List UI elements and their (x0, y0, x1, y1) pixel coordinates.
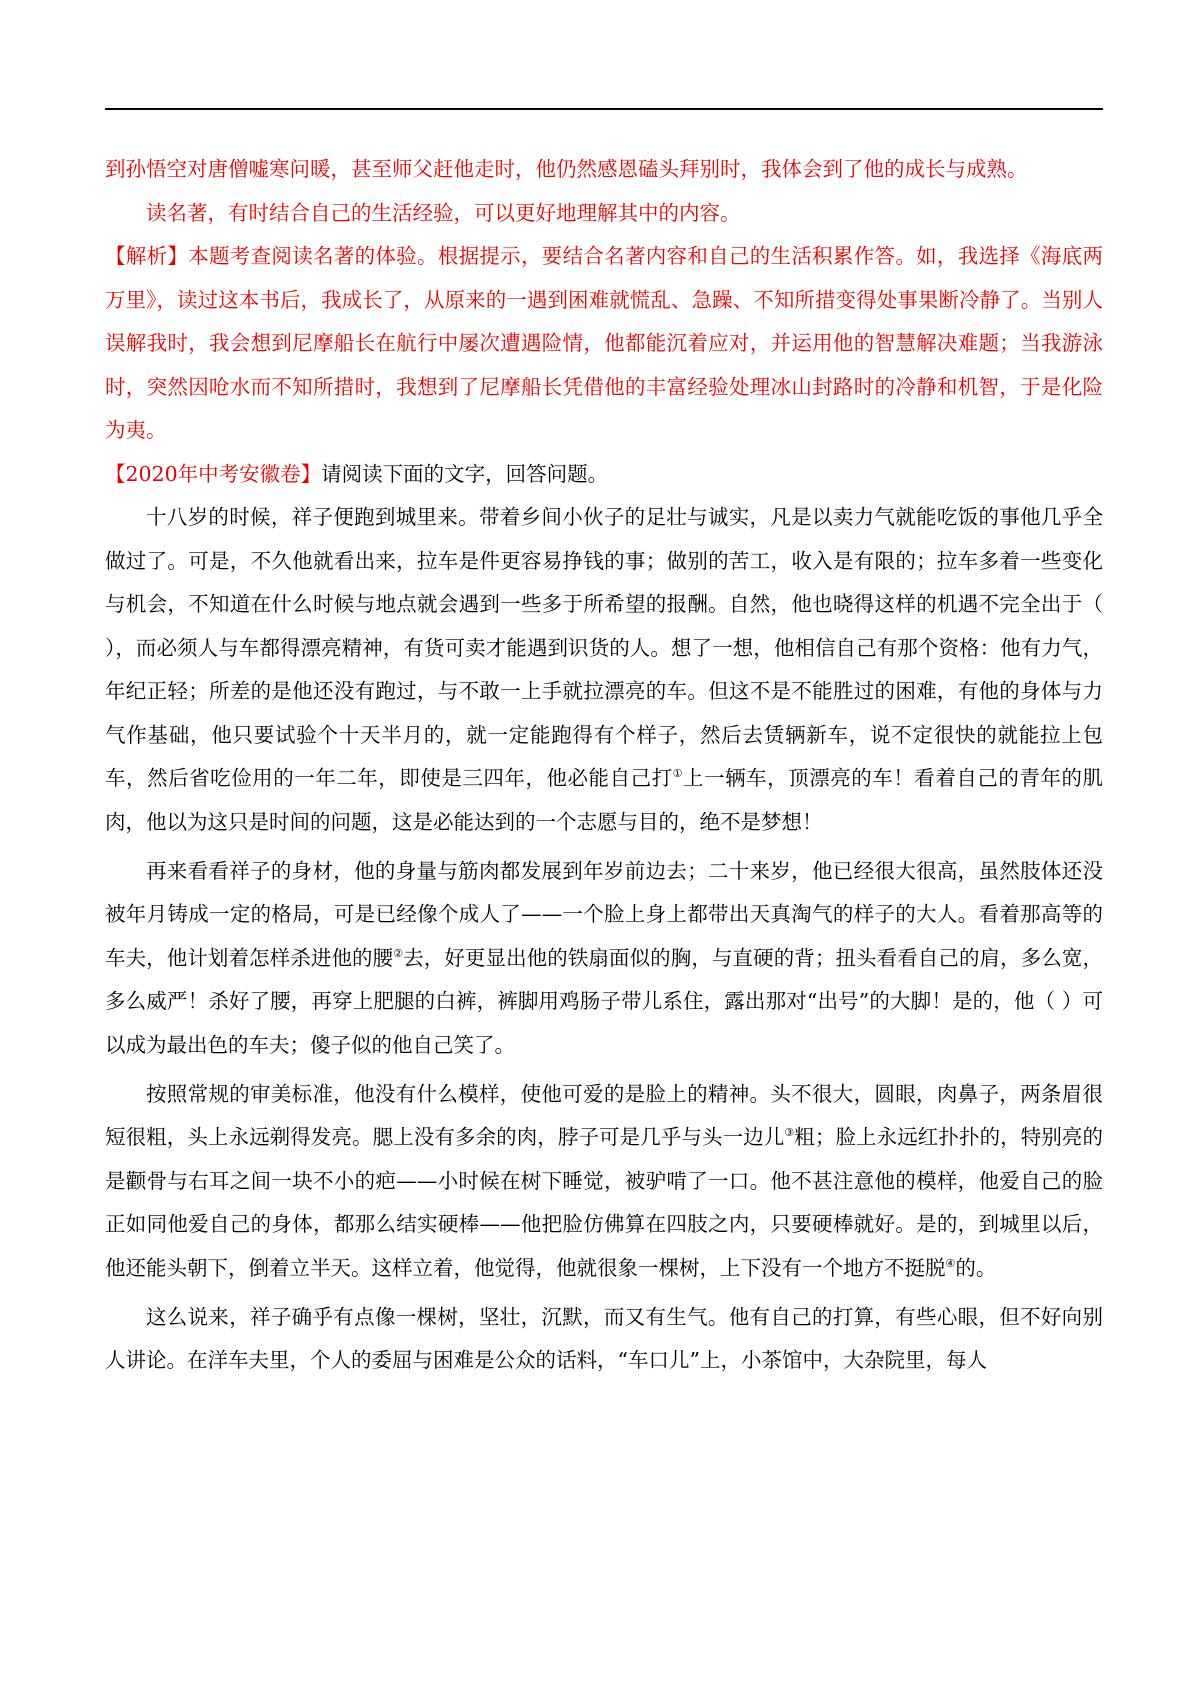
answer-line-2: 读名著，有时结合自己的生活经验，可以更好地理解其中的内容。 (146, 200, 741, 225)
analysis-text: 本题考查阅读名著的体验。根据提示，要结合名著内容和自己的生活积累作答。如，我选择《海底两万里》，读过这本书后，我成长了，从原来的一遇到困难就慌乱、急躁、不知所措变得处事果断冷静了。当别人误解我时，我会想到尼摩船长在航行中屡次遭遇险情，他都能沉着应对，并运用他的智慧解决难题；当我游泳时，突然因呛水而不知所措时，我想到了尼摩船长凭借他的丰富经验处理冰山封路时的冷静和机智，于是化险为夷。 (105, 244, 1104, 442)
passage-paragraph-4: 这么说来，祥子确乎有点像一棵树，坚壮，沉默，而又有生气。他有自己的打算，有些心眼，但不好向别人讲论。在洋车夫里，个人的委屈与困难是公众的话料，“车口儿”上，小茶馆中，大杂院里，每人 (105, 1304, 1103, 1372)
passage-text: 去，好更显出他的铁扇面似的胸，与直硬的背；扭头看看自己的肩，多么宽，多么威严！杀好了腰，再穿上肥腿的白裤，裤脚用鸡肠子带儿系住，露出那对“出号”的大脚！是的，他（ ）可以成为最出色的车夫；傻子似的他自己笑了。 (105, 945, 1103, 1057)
question-header (105, 453, 1103, 497)
footnote-marker-1: ① (672, 767, 684, 781)
passage-text: 上一辆车，顶漂亮的车！看着自己的青年的肌肉，他以为这只是时间的问题，这是必能达到的一个志愿与目的，绝不是梦想！ (105, 766, 1104, 834)
footnote-marker-3: ③ (784, 1126, 795, 1140)
passage-paragraph-2 (105, 850, 1103, 1068)
passage-paragraph-1 (105, 496, 1103, 844)
passage-text: 的。 (955, 1255, 997, 1280)
passage-text: 粗；脸上永远红扑扑的，特别亮的是颧骨与右耳之间一块不小的疤——小时候在树下睡觉，被驴啃了一口。他不甚注意他的模样，他爱自己的脸正如同他爱自己的身体，都那么结实硬棒——他把脸仿佛算在四肢之内，只要硬棒就好。是的，到城里以后，他还能头朝下，倒着立半天。这样立着，他觉得，他就很象一棵树，上下没有一个地方不挺脱 (105, 1125, 1103, 1280)
footnote-marker-2: ② (393, 946, 404, 960)
analysis-paragraph (105, 235, 1103, 453)
passage-text: 再来看看祥子的身材，他的身量与筋肉都发展到年岁前边去；二十来岁，他已经很大很高，虽然肢体还没被年月铸成一定的格局，可是已经像个成人了——一个脸上身上都带出天真淘气的样子的大人。看着那高等的车夫，他计划着怎样杀进他的腰 (105, 858, 1103, 970)
question-prompt: 请阅读下面的文字，回答问题。 (321, 461, 609, 486)
passage-text: 十八岁的时候，祥子便跑到城里来。带着乡间小伙子的足壮与诚实，凡是以卖力气就能吃饭的事他几乎全做过了。可是，不久他就看出来，拉车是件更容易挣钱的事；做别的苦工，收入是有限的；拉车多着一些变化与机会，不知道在什么时候与地点就会遇到一些多于所希望的报酬。自然，他也晓得这样的机遇不完全出于（ ），而必须人与车都得漂亮精神，有货可卖才能遇到识货的人。想了一想，他相信自己有那个资格：他有力气，年纪正轻；所差的是他还没有跑过，与不敢一上手就拉漂亮的车。但这不是不能胜过的困难，有他的身体与力气作基础，他只要试验个十天半月的，就一定能跑得有个样子，然后去赁辆新车，说不定很快的就能拉上包车，然后省吃俭用的一年二年，即使是三四年，他必能自己打 (105, 505, 1103, 790)
analysis-tag: 【解析】 (105, 244, 189, 268)
question-source-tag: 【2020年中考安徽卷】 (105, 461, 322, 486)
footnote-marker-4: ④ (945, 1256, 956, 1270)
passage-paragraph-3 (105, 1073, 1103, 1291)
answer-line-1: 到孙悟空对唐僧嘘寒问暖，甚至师父赶他走时，他仍然感恩磕头拜别时，我体会到了他的成长与成熟。 (105, 157, 1028, 181)
document-body (105, 148, 1103, 1383)
header-rule (105, 108, 1103, 110)
passage-text: 按照常规的审美标准，他没有什么模样，使他可爱的是脸上的精神。头不很大，圆眼，肉鼻子，两条眉很短很粗，头上永远剃得发亮。腮上没有多余的肉，脖子可是几乎与头一边儿 (105, 1081, 1103, 1149)
